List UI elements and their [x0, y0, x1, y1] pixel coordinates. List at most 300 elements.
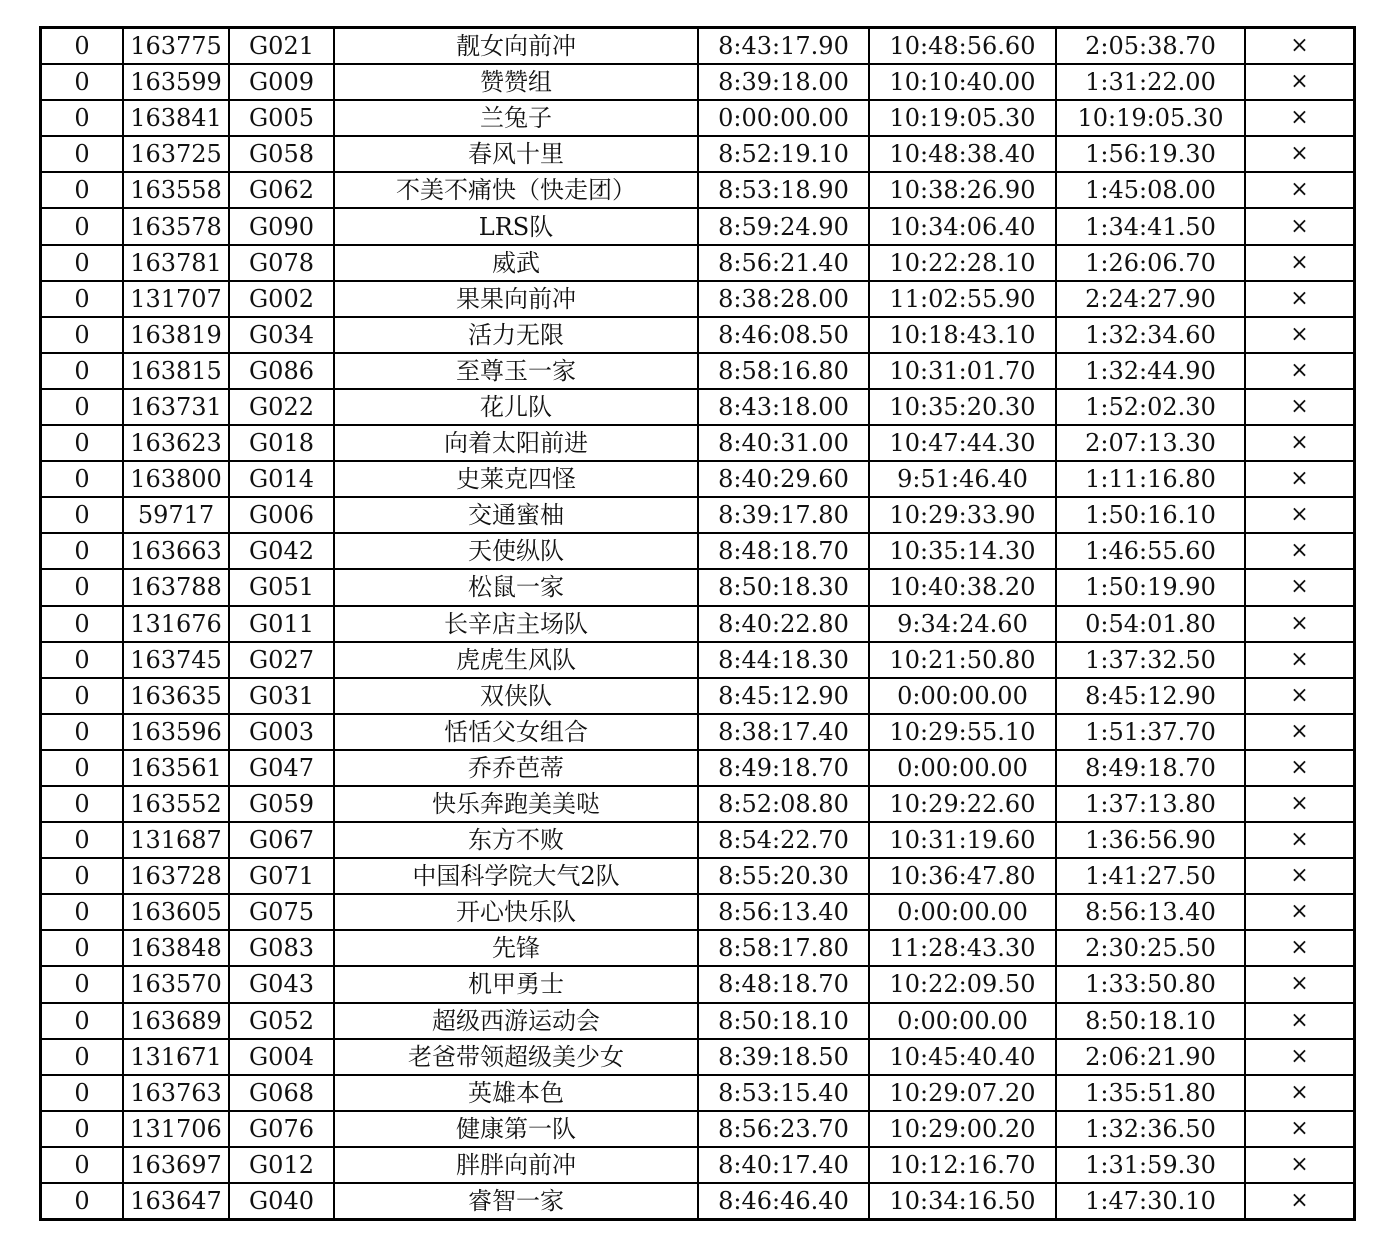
- elapsed-time-cell: 0:54:01.80: [1056, 606, 1245, 642]
- mark-cell: ×: [1245, 136, 1353, 172]
- group-code-cell: G006: [229, 497, 334, 533]
- mark-cell: ×: [1245, 172, 1353, 208]
- start-time-cell: 8:39:18.00: [698, 64, 869, 100]
- table-row: [42, 822, 1353, 858]
- finish-time-cell: 0:00:00.00: [869, 750, 1056, 786]
- start-time-cell: 8:53:15.40: [698, 1075, 869, 1111]
- team-name-cell: LRS队: [334, 208, 698, 244]
- team-name-cell: 威武: [334, 245, 698, 281]
- status-cell: 0: [42, 353, 123, 389]
- group-code-cell: G005: [229, 100, 334, 136]
- finish-time-cell: 0:00:00.00: [869, 1003, 1056, 1039]
- status-cell: 0: [42, 317, 123, 353]
- mark-cell: ×: [1245, 245, 1353, 281]
- mark-cell: ×: [1245, 606, 1353, 642]
- mark-cell: ×: [1245, 461, 1353, 497]
- status-cell: 0: [42, 1111, 123, 1147]
- bib-number-cell: 163635: [123, 678, 229, 714]
- start-time-cell: 8:39:18.50: [698, 1039, 869, 1075]
- table-row: [42, 317, 1353, 353]
- group-code-cell: G004: [229, 1039, 334, 1075]
- elapsed-time-cell: 8:49:18.70: [1056, 750, 1245, 786]
- bib-number-cell: 163697: [123, 1147, 229, 1183]
- bib-number-cell: 163623: [123, 425, 229, 461]
- group-code-cell: G009: [229, 64, 334, 100]
- group-code-cell: G011: [229, 606, 334, 642]
- mark-cell: ×: [1245, 353, 1353, 389]
- status-cell: 0: [42, 1183, 123, 1218]
- team-name-cell: 虎虎生风队: [334, 642, 698, 678]
- mark-cell: ×: [1245, 1003, 1353, 1039]
- bib-number-cell: 163775: [123, 29, 229, 64]
- group-code-cell: G042: [229, 533, 334, 569]
- group-code-cell: G067: [229, 822, 334, 858]
- team-name-cell: 东方不败: [334, 822, 698, 858]
- elapsed-time-cell: 1:32:36.50: [1056, 1111, 1245, 1147]
- status-cell: 0: [42, 642, 123, 678]
- elapsed-time-cell: 1:11:16.80: [1056, 461, 1245, 497]
- elapsed-time-cell: 1:37:32.50: [1056, 642, 1245, 678]
- status-cell: 0: [42, 281, 123, 317]
- bib-number-cell: 163605: [123, 894, 229, 930]
- elapsed-time-cell: 2:30:25.50: [1056, 930, 1245, 966]
- mark-cell: ×: [1245, 533, 1353, 569]
- elapsed-time-cell: 1:32:44.90: [1056, 353, 1245, 389]
- start-time-cell: 8:46:46.40: [698, 1183, 869, 1218]
- group-code-cell: G014: [229, 461, 334, 497]
- team-name-cell: 靓女向前冲: [334, 29, 698, 64]
- bib-number-cell: 163552: [123, 786, 229, 822]
- bib-number-cell: 163689: [123, 1003, 229, 1039]
- team-name-cell: 不美不痛快（快走团）: [334, 172, 698, 208]
- status-cell: 0: [42, 894, 123, 930]
- start-time-cell: 8:53:18.90: [698, 172, 869, 208]
- table-row: [42, 1183, 1353, 1218]
- mark-cell: ×: [1245, 930, 1353, 966]
- table-row: [42, 281, 1353, 317]
- start-time-cell: 8:45:12.90: [698, 678, 869, 714]
- mark-cell: ×: [1245, 822, 1353, 858]
- mark-cell: ×: [1245, 1075, 1353, 1111]
- start-time-cell: 8:52:08.80: [698, 786, 869, 822]
- elapsed-time-cell: 1:47:30.10: [1056, 1183, 1245, 1218]
- bib-number-cell: 163800: [123, 461, 229, 497]
- finish-time-cell: 10:18:43.10: [869, 317, 1056, 353]
- mark-cell: ×: [1245, 1111, 1353, 1147]
- table-row: [42, 894, 1353, 930]
- finish-time-cell: 0:00:00.00: [869, 894, 1056, 930]
- mark-cell: ×: [1245, 317, 1353, 353]
- group-code-cell: G012: [229, 1147, 334, 1183]
- bib-number-cell: 163647: [123, 1183, 229, 1218]
- start-time-cell: 8:43:17.90: [698, 29, 869, 64]
- bib-number-cell: 131671: [123, 1039, 229, 1075]
- group-code-cell: G090: [229, 208, 334, 244]
- bib-number-cell: 163558: [123, 172, 229, 208]
- status-cell: 0: [42, 678, 123, 714]
- status-cell: 0: [42, 750, 123, 786]
- mark-cell: ×: [1245, 100, 1353, 136]
- group-code-cell: G003: [229, 714, 334, 750]
- status-cell: 0: [42, 858, 123, 894]
- team-name-cell: 果果向前冲: [334, 281, 698, 317]
- finish-time-cell: 10:31:19.60: [869, 822, 1056, 858]
- start-time-cell: 8:40:22.80: [698, 606, 869, 642]
- start-time-cell: 8:43:18.00: [698, 389, 869, 425]
- team-name-cell: 向着太阳前进: [334, 425, 698, 461]
- start-time-cell: 8:40:17.40: [698, 1147, 869, 1183]
- team-name-cell: 超级西游运动会: [334, 1003, 698, 1039]
- elapsed-time-cell: 1:51:37.70: [1056, 714, 1245, 750]
- elapsed-time-cell: 1:35:51.80: [1056, 1075, 1245, 1111]
- elapsed-time-cell: 1:52:02.30: [1056, 389, 1245, 425]
- bib-number-cell: 163781: [123, 245, 229, 281]
- team-name-cell: 恬恬父女组合: [334, 714, 698, 750]
- table-row: [42, 100, 1353, 136]
- table-row: [42, 786, 1353, 822]
- start-time-cell: 0:00:00.00: [698, 100, 869, 136]
- table-row: [42, 389, 1353, 425]
- table-row: [42, 1147, 1353, 1183]
- finish-time-cell: 9:34:24.60: [869, 606, 1056, 642]
- group-code-cell: G086: [229, 353, 334, 389]
- mark-cell: ×: [1245, 425, 1353, 461]
- group-code-cell: G058: [229, 136, 334, 172]
- start-time-cell: 8:40:29.60: [698, 461, 869, 497]
- start-time-cell: 8:50:18.30: [698, 569, 869, 605]
- table-row: [42, 1039, 1353, 1075]
- group-code-cell: G027: [229, 642, 334, 678]
- bib-number-cell: 163570: [123, 966, 229, 1002]
- start-time-cell: 8:46:08.50: [698, 317, 869, 353]
- group-code-cell: G059: [229, 786, 334, 822]
- finish-time-cell: 10:47:44.30: [869, 425, 1056, 461]
- start-time-cell: 8:56:13.40: [698, 894, 869, 930]
- bib-number-cell: 163599: [123, 64, 229, 100]
- table-row: [42, 1075, 1353, 1111]
- elapsed-time-cell: 1:46:55.60: [1056, 533, 1245, 569]
- table-row: [42, 606, 1353, 642]
- start-time-cell: 8:48:18.70: [698, 966, 869, 1002]
- table-row: [42, 750, 1353, 786]
- mark-cell: ×: [1245, 966, 1353, 1002]
- table-row: [42, 64, 1353, 100]
- results-table: [42, 29, 1353, 1218]
- elapsed-time-cell: 10:19:05.30: [1056, 100, 1245, 136]
- group-code-cell: G022: [229, 389, 334, 425]
- mark-cell: ×: [1245, 894, 1353, 930]
- start-time-cell: 8:58:17.80: [698, 930, 869, 966]
- bib-number-cell: 163745: [123, 642, 229, 678]
- status-cell: 0: [42, 425, 123, 461]
- elapsed-time-cell: 1:45:08.00: [1056, 172, 1245, 208]
- results-table-frame: [39, 26, 1356, 1221]
- start-time-cell: 8:39:17.80: [698, 497, 869, 533]
- start-time-cell: 8:44:18.30: [698, 642, 869, 678]
- table-row: [42, 678, 1353, 714]
- team-name-cell: 兰兔子: [334, 100, 698, 136]
- finish-time-cell: 11:28:43.30: [869, 930, 1056, 966]
- table-row: [42, 569, 1353, 605]
- group-code-cell: G083: [229, 930, 334, 966]
- group-code-cell: G068: [229, 1075, 334, 1111]
- finish-time-cell: 10:10:40.00: [869, 64, 1056, 100]
- start-time-cell: 8:38:28.00: [698, 281, 869, 317]
- finish-time-cell: 10:31:01.70: [869, 353, 1056, 389]
- mark-cell: ×: [1245, 208, 1353, 244]
- group-code-cell: G002: [229, 281, 334, 317]
- elapsed-time-cell: 2:07:13.30: [1056, 425, 1245, 461]
- status-cell: 0: [42, 461, 123, 497]
- bib-number-cell: 59717: [123, 497, 229, 533]
- team-name-cell: 交通蜜柚: [334, 497, 698, 533]
- team-name-cell: 快乐奔跑美美哒: [334, 786, 698, 822]
- team-name-cell: 英雄本色: [334, 1075, 698, 1111]
- start-time-cell: 8:40:31.00: [698, 425, 869, 461]
- team-name-cell: 赞赞组: [334, 64, 698, 100]
- start-time-cell: 8:54:22.70: [698, 822, 869, 858]
- group-code-cell: G021: [229, 29, 334, 64]
- bib-number-cell: 163763: [123, 1075, 229, 1111]
- finish-time-cell: 10:40:38.20: [869, 569, 1056, 605]
- finish-time-cell: 10:29:33.90: [869, 497, 1056, 533]
- elapsed-time-cell: 1:33:50.80: [1056, 966, 1245, 1002]
- start-time-cell: 8:56:21.40: [698, 245, 869, 281]
- mark-cell: ×: [1245, 858, 1353, 894]
- finish-time-cell: 10:12:16.70: [869, 1147, 1056, 1183]
- elapsed-time-cell: 8:45:12.90: [1056, 678, 1245, 714]
- mark-cell: ×: [1245, 281, 1353, 317]
- group-code-cell: G051: [229, 569, 334, 605]
- bib-number-cell: 163731: [123, 389, 229, 425]
- group-code-cell: G040: [229, 1183, 334, 1218]
- finish-time-cell: 10:22:28.10: [869, 245, 1056, 281]
- finish-time-cell: 10:29:55.10: [869, 714, 1056, 750]
- finish-time-cell: 10:21:50.80: [869, 642, 1056, 678]
- group-code-cell: G043: [229, 966, 334, 1002]
- finish-time-cell: 10:29:07.20: [869, 1075, 1056, 1111]
- elapsed-time-cell: 1:26:06.70: [1056, 245, 1245, 281]
- mark-cell: ×: [1245, 569, 1353, 605]
- team-name-cell: 长辛店主场队: [334, 606, 698, 642]
- mark-cell: ×: [1245, 1183, 1353, 1218]
- bib-number-cell: 163848: [123, 930, 229, 966]
- status-cell: 0: [42, 533, 123, 569]
- group-code-cell: G034: [229, 317, 334, 353]
- elapsed-time-cell: 1:36:56.90: [1056, 822, 1245, 858]
- finish-time-cell: 10:48:38.40: [869, 136, 1056, 172]
- elapsed-time-cell: 1:56:19.30: [1056, 136, 1245, 172]
- status-cell: 0: [42, 208, 123, 244]
- table-row: [42, 172, 1353, 208]
- elapsed-time-cell: 1:32:34.60: [1056, 317, 1245, 353]
- team-name-cell: 至尊玉一家: [334, 353, 698, 389]
- group-code-cell: G075: [229, 894, 334, 930]
- elapsed-time-cell: 1:50:19.90: [1056, 569, 1245, 605]
- mark-cell: ×: [1245, 389, 1353, 425]
- elapsed-time-cell: 1:41:27.50: [1056, 858, 1245, 894]
- mark-cell: ×: [1245, 1147, 1353, 1183]
- bib-number-cell: 163841: [123, 100, 229, 136]
- elapsed-time-cell: 2:24:27.90: [1056, 281, 1245, 317]
- table-row: [42, 208, 1353, 244]
- finish-time-cell: 10:29:00.20: [869, 1111, 1056, 1147]
- finish-time-cell: 10:35:14.30: [869, 533, 1056, 569]
- team-name-cell: 机甲勇士: [334, 966, 698, 1002]
- bib-number-cell: 163578: [123, 208, 229, 244]
- finish-time-cell: 10:48:56.60: [869, 29, 1056, 64]
- mark-cell: ×: [1245, 678, 1353, 714]
- elapsed-time-cell: 1:34:41.50: [1056, 208, 1245, 244]
- bib-number-cell: 163819: [123, 317, 229, 353]
- table-row: [42, 642, 1353, 678]
- team-name-cell: 天使纵队: [334, 533, 698, 569]
- group-code-cell: G047: [229, 750, 334, 786]
- team-name-cell: 胖胖向前冲: [334, 1147, 698, 1183]
- group-code-cell: G031: [229, 678, 334, 714]
- status-cell: 0: [42, 1003, 123, 1039]
- table-row: [42, 714, 1353, 750]
- group-code-cell: G052: [229, 1003, 334, 1039]
- team-name-cell: 先锋: [334, 930, 698, 966]
- group-code-cell: G076: [229, 1111, 334, 1147]
- start-time-cell: 8:55:20.30: [698, 858, 869, 894]
- status-cell: 0: [42, 64, 123, 100]
- bib-number-cell: 163561: [123, 750, 229, 786]
- status-cell: 0: [42, 606, 123, 642]
- table-row: [42, 425, 1353, 461]
- team-name-cell: 活力无限: [334, 317, 698, 353]
- status-cell: 0: [42, 966, 123, 1002]
- finish-time-cell: 10:36:47.80: [869, 858, 1056, 894]
- table-row: [42, 353, 1353, 389]
- team-name-cell: 中国科学院大气2队: [334, 858, 698, 894]
- bib-number-cell: 163788: [123, 569, 229, 605]
- group-code-cell: G071: [229, 858, 334, 894]
- status-cell: 0: [42, 930, 123, 966]
- start-time-cell: 8:49:18.70: [698, 750, 869, 786]
- bib-number-cell: 163728: [123, 858, 229, 894]
- table-row: [42, 966, 1353, 1002]
- elapsed-time-cell: 1:31:22.00: [1056, 64, 1245, 100]
- group-code-cell: G078: [229, 245, 334, 281]
- status-cell: 0: [42, 1147, 123, 1183]
- status-cell: 0: [42, 569, 123, 605]
- bib-number-cell: 131706: [123, 1111, 229, 1147]
- mark-cell: ×: [1245, 29, 1353, 64]
- mark-cell: ×: [1245, 642, 1353, 678]
- status-cell: 0: [42, 29, 123, 64]
- team-name-cell: 双侠队: [334, 678, 698, 714]
- elapsed-time-cell: 1:50:16.10: [1056, 497, 1245, 533]
- elapsed-time-cell: 8:56:13.40: [1056, 894, 1245, 930]
- finish-time-cell: 10:34:06.40: [869, 208, 1056, 244]
- table-row: [42, 245, 1353, 281]
- team-name-cell: 松鼠一家: [334, 569, 698, 605]
- bib-number-cell: 163815: [123, 353, 229, 389]
- status-cell: 0: [42, 822, 123, 858]
- elapsed-time-cell: 1:37:13.80: [1056, 786, 1245, 822]
- mark-cell: ×: [1245, 786, 1353, 822]
- mark-cell: ×: [1245, 64, 1353, 100]
- finish-time-cell: 0:00:00.00: [869, 678, 1056, 714]
- mark-cell: ×: [1245, 750, 1353, 786]
- group-code-cell: G018: [229, 425, 334, 461]
- elapsed-time-cell: 1:31:59.30: [1056, 1147, 1245, 1183]
- group-code-cell: G062: [229, 172, 334, 208]
- finish-time-cell: 10:35:20.30: [869, 389, 1056, 425]
- team-name-cell: 老爸带领超级美少女: [334, 1039, 698, 1075]
- status-cell: 0: [42, 136, 123, 172]
- team-name-cell: 健康第一队: [334, 1111, 698, 1147]
- status-cell: 0: [42, 389, 123, 425]
- finish-time-cell: 10:38:26.90: [869, 172, 1056, 208]
- bib-number-cell: 163663: [123, 533, 229, 569]
- mark-cell: ×: [1245, 497, 1353, 533]
- team-name-cell: 乔乔芭蒂: [334, 750, 698, 786]
- finish-time-cell: 10:34:16.50: [869, 1183, 1056, 1218]
- finish-time-cell: 10:29:22.60: [869, 786, 1056, 822]
- finish-time-cell: 11:02:55.90: [869, 281, 1056, 317]
- status-cell: 0: [42, 172, 123, 208]
- start-time-cell: 8:38:17.40: [698, 714, 869, 750]
- bib-number-cell: 163725: [123, 136, 229, 172]
- team-name-cell: 春风十里: [334, 136, 698, 172]
- team-name-cell: 史莱克四怪: [334, 461, 698, 497]
- table-row: [42, 858, 1353, 894]
- team-name-cell: 花儿队: [334, 389, 698, 425]
- status-cell: 0: [42, 100, 123, 136]
- mark-cell: ×: [1245, 1039, 1353, 1075]
- start-time-cell: 8:59:24.90: [698, 208, 869, 244]
- status-cell: 0: [42, 1039, 123, 1075]
- table-row: [42, 1111, 1353, 1147]
- bib-number-cell: 131687: [123, 822, 229, 858]
- start-time-cell: 8:50:18.10: [698, 1003, 869, 1039]
- table-body: [42, 29, 1353, 1218]
- table-row: [42, 930, 1353, 966]
- table-row: [42, 497, 1353, 533]
- status-cell: 0: [42, 497, 123, 533]
- status-cell: 0: [42, 245, 123, 281]
- elapsed-time-cell: 8:50:18.10: [1056, 1003, 1245, 1039]
- bib-number-cell: 163596: [123, 714, 229, 750]
- table-row: [42, 136, 1353, 172]
- finish-time-cell: 10:22:09.50: [869, 966, 1056, 1002]
- table-row: [42, 533, 1353, 569]
- bib-number-cell: 131707: [123, 281, 229, 317]
- start-time-cell: 8:52:19.10: [698, 136, 869, 172]
- start-time-cell: 8:48:18.70: [698, 533, 869, 569]
- finish-time-cell: 10:45:40.40: [869, 1039, 1056, 1075]
- team-name-cell: 睿智一家: [334, 1183, 698, 1218]
- start-time-cell: 8:56:23.70: [698, 1111, 869, 1147]
- team-name-cell: 开心快乐队: [334, 894, 698, 930]
- status-cell: 0: [42, 714, 123, 750]
- status-cell: 0: [42, 786, 123, 822]
- table-row: [42, 461, 1353, 497]
- start-time-cell: 8:58:16.80: [698, 353, 869, 389]
- finish-time-cell: 9:51:46.40: [869, 461, 1056, 497]
- bib-number-cell: 131676: [123, 606, 229, 642]
- table-row: [42, 29, 1353, 64]
- status-cell: 0: [42, 1075, 123, 1111]
- mark-cell: ×: [1245, 714, 1353, 750]
- finish-time-cell: 10:19:05.30: [869, 100, 1056, 136]
- elapsed-time-cell: 2:06:21.90: [1056, 1039, 1245, 1075]
- table-row: [42, 1003, 1353, 1039]
- elapsed-time-cell: 2:05:38.70: [1056, 29, 1245, 64]
